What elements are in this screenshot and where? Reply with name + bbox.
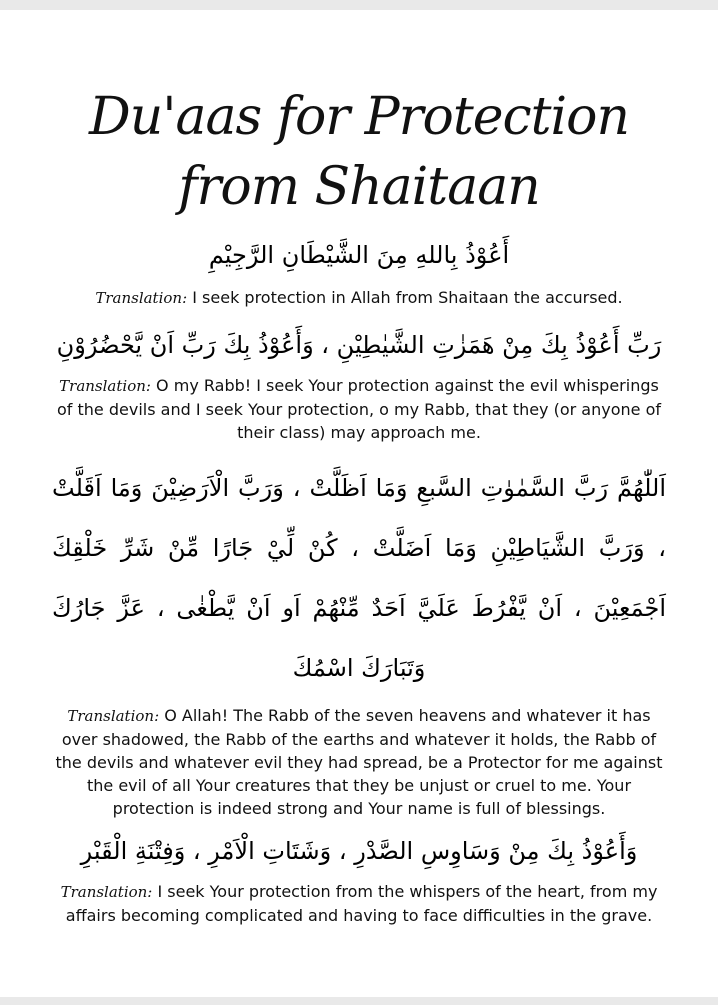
dua-block-3	[52, 458, 666, 820]
translation-label: Translation:	[60, 883, 153, 901]
page-title: Du'aas for Protection from Shaitaan	[89, 87, 629, 217]
dua-translation-4	[52, 880, 666, 927]
translation-label: Translation:	[67, 707, 160, 725]
translation-text: O Allah! The Rabb of the seven heavens and whatever it has over shadowed, the Rabb of the earths and whatever it holds, the Rabb of the devils and whatever evil they had spread, be a Protector for me against the evil of all Your creatures that they be unjust or cruel to me. Your protection is indeed strong and Your name is full of blessings.	[55, 706, 663, 818]
dua-arabic-2: رَبِّ أَعُوْذُ بِكَ مِنْ هَمَزٰتِ الشَّيٰطِيْنِ ، وَأَعُوْذُ بِكَ رَبِّ اَنْ يَّحْضُرُوْنِ	[56, 331, 662, 359]
dua-arabic-3: اَللّٰهُمَّ رَبَّ السَّمٰوٰتِ السَّبعِ وَمَا اَظَلَّتْ ، وَرَبَّ الْاَرَضِيْنَ وَمَا اَقَلَّتْ ، وَرَبَّ الشَّيَاطِيْنِ وَمَا اَضَلَّتْ ، كُنْ لِّيْ جَارًا مِّنْ شَرِّ خَلْقِكَ اَجْمَعِيْنَ ، اَنْ يَّفْرُطَ عَلَيَّ اَحَدٌ مِّنْهُمْ اَو اَنْ يَّطْغٰى ، عَزَّ جَارُكَ وَتَبَارَكَ اسْمُكَ	[52, 474, 666, 682]
dua-block-1	[52, 238, 666, 310]
translation-label: Translation:	[59, 377, 151, 395]
translation-text: I seek protection in Allah from Shaitaan the accursed.	[192, 288, 623, 307]
translation-label: Translation:	[95, 289, 188, 307]
dua-translation-3	[52, 704, 666, 820]
dua-translation-1	[52, 286, 666, 310]
dua-translation-2	[52, 374, 666, 444]
document-page	[0, 10, 718, 997]
dua-block-4	[52, 834, 666, 927]
translation-text: O my Rabb! I seek Your protection against the evil whisperings of the devils and I seek Your protection, o my Rabb, that they (or anyone of their class) may approach me.	[57, 376, 661, 442]
dua-arabic-1: أَعُوْذُ بِاللهِ مِنَ الشَّيْطَانِ الرَّجِيْمِ	[208, 241, 510, 269]
dua-block-2	[52, 328, 666, 444]
translation-text: I seek Your protection from the whispers of the heart, from my affairs becoming complicated and having to face difficulties in the grave.	[65, 882, 658, 925]
dua-arabic-4: وَأَعُوْذُ بِكَ مِنْ وَسَاوِسِ الصَّدْرِ ، وَشَتَاتِ الْاَمْرِ ، وَفِتْنَةِ الْقَبْرِ	[80, 837, 638, 865]
